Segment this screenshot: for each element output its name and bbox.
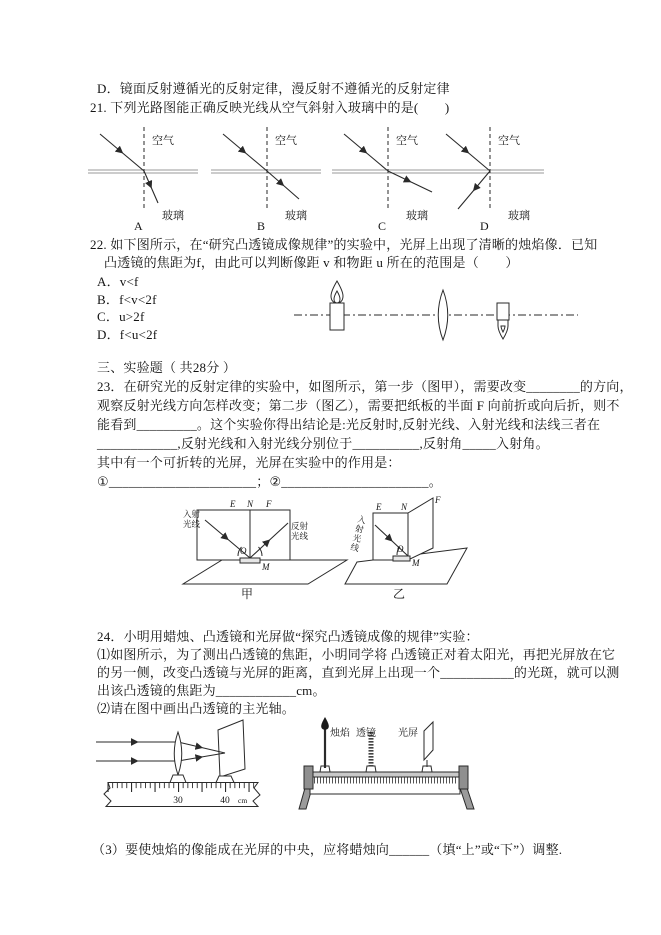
glass-label: 玻璃 [162,210,184,222]
bench-endcap-right [459,766,468,789]
screen-label: 光屏 [398,728,418,739]
lens-holder [366,766,376,772]
incident-ray-label-yi: 入射光线 [348,514,368,554]
light-screen [218,720,245,777]
label-n: N [247,499,254,509]
q23-line5: 其中有一个可折转的光屏，光屏在实验中的作用是： [97,455,401,470]
choice-letter: A [134,219,143,233]
candle-object [330,281,344,330]
q21-figure-d [432,120,554,234]
glass-label: 玻璃 [508,210,530,222]
folded-half-f [408,498,433,560]
air-label: 空气 [396,135,418,147]
q23-figure-jia [150,494,350,609]
label-o: O [240,546,247,556]
q22-stem-line2: 凸透镜的焦距为f，由此可以判断像距 v 和物距 u 所在的范围是（ ） [104,255,519,270]
q24-stem: 24．小明用蜡烛、凸透镜和光屏做“探究凸透镜成像的规律”实验： [97,629,479,644]
light-screen [424,722,433,760]
incident-ray [446,134,490,171]
lens-stand [170,775,186,783]
q21-figure-a [86,120,208,234]
ruler-unit: cm [238,796,248,805]
q22-option-d: D．f<u<2f [97,327,158,342]
glass-label: 玻璃 [406,210,428,222]
incident-ray-label-jia: 入射光线 [183,509,201,529]
label-n: N [401,502,408,512]
refracted-ray [388,171,432,192]
label-f: F [435,495,441,505]
convex-lens [438,290,448,340]
q20-option-d: D．镜面反射遵循光的反射定律，漫反射不遵循光的反射定律 [97,81,450,96]
q23-line1: 23．在研究光的反射定律的实验中，如图所示，第一步（图甲），需要改变________的方向， [97,379,633,394]
caption-yi: 乙 [393,587,406,601]
candle-flame [321,717,329,730]
section3-title: 三、实验题（ 共28分 ） [97,360,237,375]
q24-part2: ⑵请在图中画出凸透镜的主光轴。 [97,701,296,716]
q24-figure-bench [298,706,583,816]
q24-part1-line3: 出该凸透镜的焦距为____________cm。 [97,683,326,698]
q24-part1-line1: ⑴如图所示，为了测出凸透镜的焦距，小明同学将 凸透镜正对着太阳光，再把光屏放在它 [97,647,616,662]
plane-mirror [240,558,260,563]
glass-label: 玻璃 [285,210,307,222]
bench-endcap-left [304,766,313,789]
refracted-ray [458,171,490,209]
incident-ray [344,134,388,171]
q23-line6: ①______________________；②______________________。 [97,474,442,489]
label-m: M [412,558,420,568]
candle-image-inverted [497,303,509,339]
ruler-tick-40: 40 [220,796,230,806]
label-m: M [262,562,270,572]
q23-line2: 观察反射光线方向怎样改变；第二步（图乙），需要把纸板的半面 F 向前折或向后折，则不 [97,398,620,413]
q23-line4: ____________,反射光线和入射光线分别位于__________,反射角_____入射角。 [97,436,549,451]
plane-mirror [393,556,410,561]
lens-label: 透镜 [356,728,376,739]
choice-letter: B [257,219,266,233]
q22-figure [288,266,583,366]
q24-part3: （3）要使烛焰的像能成在光屏的中央，应将蜡烛向______（填“上”或“下”）调整. [92,842,563,857]
q22-stem-line1: 22. 如下图所示，在“研究凸透镜成像规律”的实验中，光屏上出现了清晰的烛焰像．已知 [90,237,598,252]
refracted-ray [144,171,158,203]
bench-leg-right [460,788,474,809]
air-label: 空气 [275,135,297,147]
incident-ray [100,134,144,171]
q22-option-a: A．v<f [97,274,139,289]
choice-letter: C [378,219,387,233]
candle-label: 烛焰 [330,728,350,739]
refracted-ray [267,171,299,199]
q22-option-c: C．u>2f [97,309,145,324]
ruler-tick-30: 30 [173,796,183,806]
label-e: E [376,502,382,512]
air-label: 空气 [152,135,174,147]
q21-stem: 21. 下列光路图能正确反映光线从空气斜射入玻璃中的是( ) [90,100,450,115]
q22-option-b: B．f<v<2f [97,292,157,307]
q23-line3: 能看到_________。这个实验你得出结论是:光反射时,反射光线、入射光线和法线三者在 [97,417,601,432]
bench-rail-top [313,772,459,777]
caption-jia: 甲 [241,587,254,601]
screen-stand [216,776,234,783]
q24-part1-line2: 的另一侧，改变凸透镜与光屏的距离，直到光屏上出现一个___________的光斑，就可以测 [97,665,620,680]
label-f: F [266,499,272,509]
reflected-ray-label-jia: 反射光线 [291,521,309,541]
incident-ray [223,134,267,171]
convex-lens [174,732,182,775]
choice-letter: D [480,219,489,233]
label-o: O [397,544,404,554]
converging-ray-top [178,742,225,753]
label-e: E [230,499,236,509]
q21-figure-b [209,120,331,234]
q23-figure-yi [345,494,480,609]
converging-ray-bottom [178,753,225,761]
air-label: 空气 [498,135,520,147]
q24-figure-ruler [90,712,300,817]
